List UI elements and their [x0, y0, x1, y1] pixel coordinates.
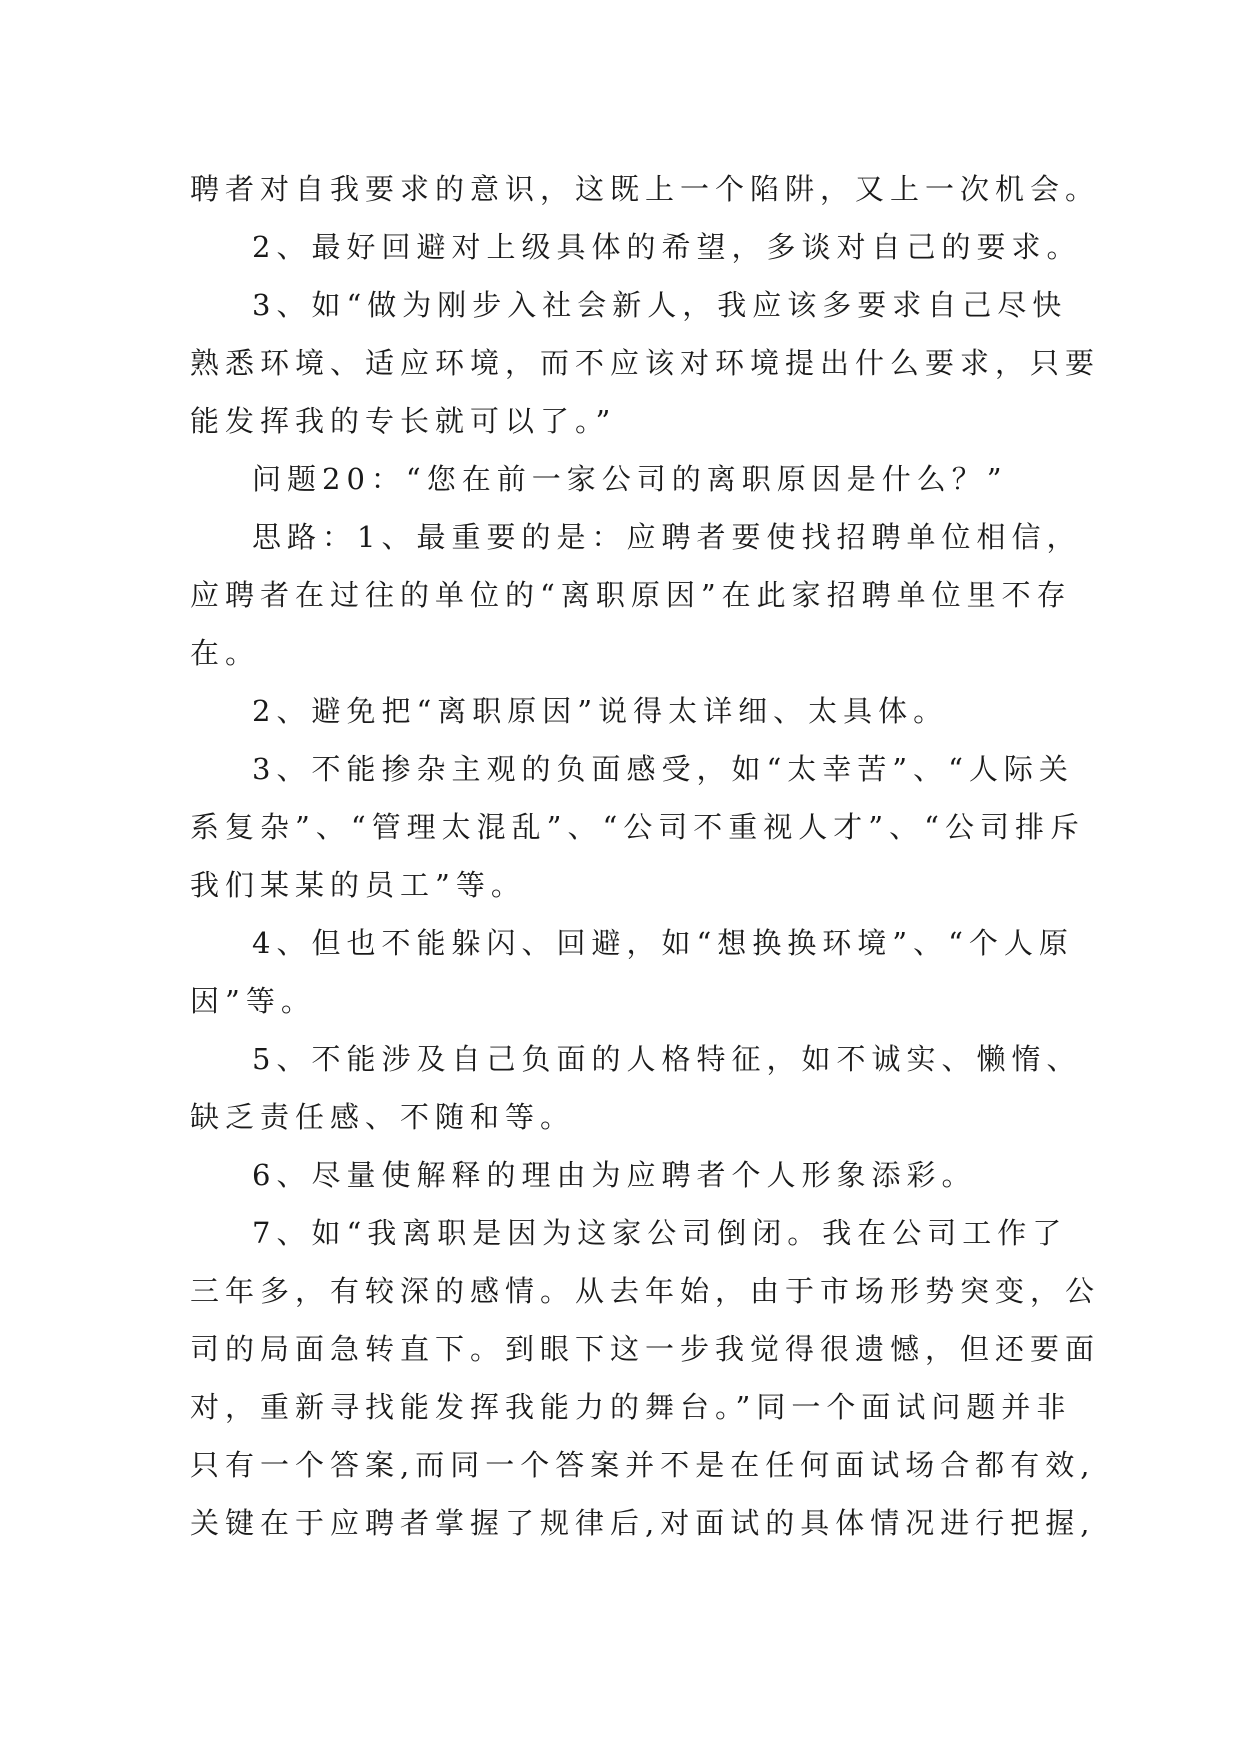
- body-text: [190, 160, 1101, 1552]
- text-line: 缺乏责任感、不随和等。: [190, 1100, 576, 1134]
- text-line: 因”等。: [190, 984, 316, 1018]
- text-line: 3、如“做为刚步入社会新人，我应该多要求自己尽快: [252, 288, 1068, 322]
- text-line: 只有一个答案,而同一个答案并不是在任何面试场合都有效,: [190, 1448, 1096, 1482]
- text-line: 2、避免把“离职原因”说得太详细、太具体。: [252, 694, 949, 728]
- text-line: 对，重新寻找能发挥我能力的舞台。”同一个面试问题并非: [190, 1390, 1072, 1424]
- text-line: 4、但也不能躲闪、回避，如“想换换环境”、“个人原: [252, 926, 1074, 960]
- text-line: 在。: [190, 636, 261, 670]
- text-line: 思路：1、最重要的是：应聘者要使找招聘单位相信，: [252, 520, 1082, 554]
- text-line: 三年多，有较深的感情。从去年始，由于市场形势突变，公: [190, 1274, 1101, 1308]
- text-line: 聘者对自我要求的意识，这既上一个陷阱，又上一次机会。: [190, 172, 1101, 206]
- question-heading: 问题20：“您在前一家公司的离职原因是什么？”: [252, 462, 1008, 496]
- text-line: 熟悉环境、适应环境，而不应该对环境提出什么要求，只要: [190, 346, 1101, 380]
- text-line: 2、最好回避对上级具体的希望，多谈对自己的要求。: [252, 230, 1082, 264]
- text-line: 司的局面急转直下。到眼下这一步我觉得很遗憾，但还要面: [190, 1332, 1101, 1366]
- text-line: 能发挥我的专长就可以了。”: [190, 404, 617, 438]
- text-line: 7、如“我离职是因为这家公司倒闭。我在公司工作了: [252, 1216, 1068, 1250]
- text-line: 应聘者在过往的单位的“离职原因”在此家招聘单位里不存: [190, 578, 1072, 612]
- text-line: 5、不能涉及自己负面的人格特征，如不诚实、懒惰、: [252, 1042, 1082, 1076]
- text-line: 关键在于应聘者掌握了规律后,对面试的具体情况进行把握,: [190, 1506, 1096, 1540]
- text-line: 3、不能掺杂主观的负面感受，如“太幸苦”、“人际关: [252, 752, 1074, 786]
- text-line: 我们某某的员工”等。: [190, 868, 526, 902]
- text-line: 系复杂”、“管理太混乱”、“公司不重视人才”、“公司排斥: [190, 810, 1085, 844]
- text-line: 6、尽量使解释的理由为应聘者个人形象添彩。: [252, 1158, 977, 1192]
